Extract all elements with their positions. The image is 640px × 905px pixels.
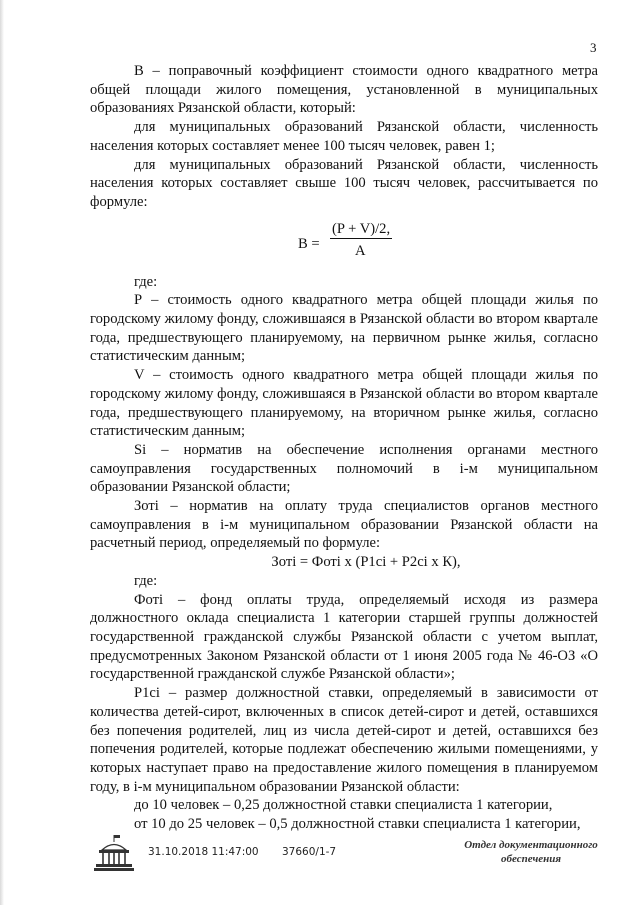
list-item: от 10 до 25 человек – 0,5 должностной ставки специалиста 1 категории, <box>134 816 581 833</box>
paragraph: Фоті – фонд оплаты труда, определяемый исходя из размера должностного оклада специалиста 1 категории старшей группы должностей государственной гражданской службы Рязанской области с учетом выплат, предусмотренных Законом Рязанской области от 1 июня 2005 года № 46-ОЗ «О государственной гражданской службе Рязанской области»; <box>90 591 598 683</box>
paragraph: Р – стоимость одного квадратного метра общей площади жилья по городскому жилому фонду, сложившаяся в Рязанской области во втором квартале года, предшествующего планируемому, на первичном рынке жилья, согласно статистическим данным; <box>90 292 598 365</box>
scan-edge <box>0 0 4 905</box>
paragraph: Р1сі – размер должностной ставки, определяемый в зависимости от количества детей-сирот, включенных в список детей-сирот и детей, оставшихся без попечения родителей, лиц из числа детей-сирот и детей, оставшихся без попечения родителей, которые подлежат обеспечению жилыми помещениями, у которых наступает право на предоставление жилого помещения в планируемом году, в i-м муниципальном образовании Рязанской области: <box>90 685 598 795</box>
paragraph: Si – норматив на обеспечение исполнения органами местного самоуправления государственных полномочий в i-м муниципальном образовании Рязанской области; <box>90 441 598 496</box>
document-body <box>90 62 598 834</box>
formula-b-denominator: А <box>355 242 366 259</box>
paragraph: для муниципальных образований Рязанской области, численность населения которых составляет менее 100 тысяч человек, равен 1; <box>90 119 598 154</box>
duma-building-icon <box>93 834 135 872</box>
department-line: обеспечения <box>500 853 561 865</box>
department-line: Отдел документационного <box>464 839 598 851</box>
department-label <box>456 838 606 866</box>
formula-b <box>90 215 598 273</box>
paragraph: В – поправочный коэффициент стоимости одного квадратного метра общей площади жилого помещения, установленной в муниципальных образованиях Рязанской области, который: <box>90 63 598 117</box>
formula-z: Зоті = Фоті x (Р1сі + Р2сі x К), <box>271 554 461 571</box>
formula-b-numerator: (P + V)/2, <box>332 220 391 237</box>
list-item: до 10 человек – 0,25 должностной ставки специалиста 1 категории, <box>134 797 553 814</box>
timestamp: 31.10.2018 11:47:00 <box>148 846 259 858</box>
paragraph: Зоті – норматив на оплату труда специалистов органов местного самоуправления в i-м муниципальном образовании Рязанской области на расчетный период, определяемый по формуле: <box>90 498 598 552</box>
paragraph: для муниципальных образований Рязанской области, численность населения которых составляет свыше 100 тысяч человек, рассчитывается по формуле: <box>90 156 598 210</box>
document-number: 37660/1-7 <box>282 846 337 858</box>
paragraph: V – стоимость одного квадратного метра общей площади жилья по городскому жилому фонду, сложившаяся в Рязанской области во втором квартале года, предшествующего планируемому, на вторичном рынке жилья, согласно статистическим данным; <box>90 367 598 440</box>
where-label: где: <box>134 273 158 290</box>
page-number: 3 <box>590 40 597 55</box>
footer <box>0 828 640 888</box>
where-label: где: <box>134 572 158 589</box>
formula-b-lhs: В = <box>298 235 320 252</box>
